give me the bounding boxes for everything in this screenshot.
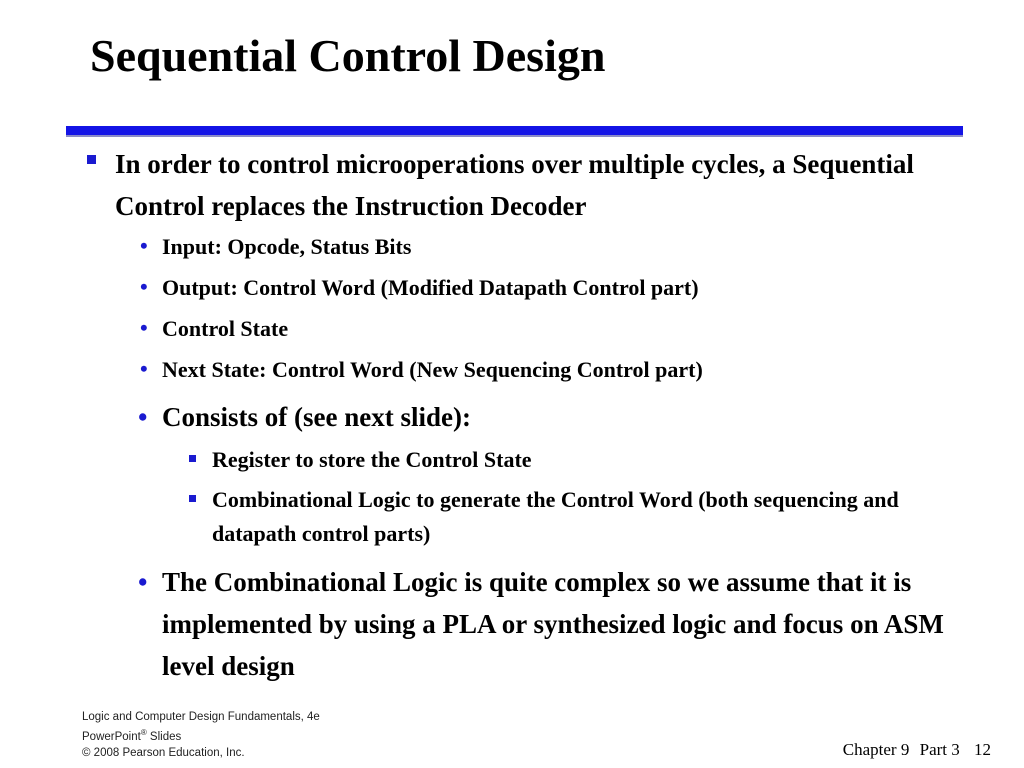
footer-page-number: 12 [974,740,991,759]
bullet-input: Input: Opcode, Status Bits [162,234,412,259]
footer-credits [82,709,320,761]
dot-bullet-icon: • [140,315,148,340]
square-bullet-icon [189,455,196,462]
bullet-consists-of: Consists of (see next slide): [162,402,471,432]
slide-title: Sequential Control Design [90,30,606,81]
bullet-control-state: Control State [162,316,289,341]
square-bullet-icon [189,495,196,502]
dot-bullet-icon: • [140,233,148,258]
bullet-register: Register to store the Control State [212,447,532,472]
title-rule-shadow [66,135,963,137]
dot-bullet-icon: • [140,274,148,299]
bullet-combinational-complex: The Combinational Logic is quite complex so we assume that it is implemented by using a PLA or synthesized logic and focus on ASM level design [162,567,944,681]
footer-page-info [837,740,991,760]
footer-slides: PowerPoint® Slides [82,728,182,743]
footer-copyright: © 2008 Pearson Education, Inc. [82,746,245,759]
footer-chapter: Chapter 9 [842,740,910,759]
dot-bullet-icon: • [140,356,148,381]
square-bullet-icon [87,155,96,164]
bullet-next-state: Next State: Control Word (New Sequencing Control part) [162,357,703,382]
bullet-sequential-control: In order to control microoperations over multiple cycles, a Sequential Control replaces the Instruction Decoder [115,149,914,221]
title-rule [66,126,963,135]
bullet-combinational-logic: Combinational Logic to generate the Control Word (both sequencing and datapath control parts) [212,487,899,546]
dot-bullet-icon: • [138,567,148,597]
dot-bullet-icon: • [138,402,148,432]
footer-part: Part 3 [919,740,960,759]
bullet-output: Output: Control Word (Modified Datapath Control part) [162,275,699,300]
footer-book: Logic and Computer Design Fundamentals, 4e [82,711,320,723]
